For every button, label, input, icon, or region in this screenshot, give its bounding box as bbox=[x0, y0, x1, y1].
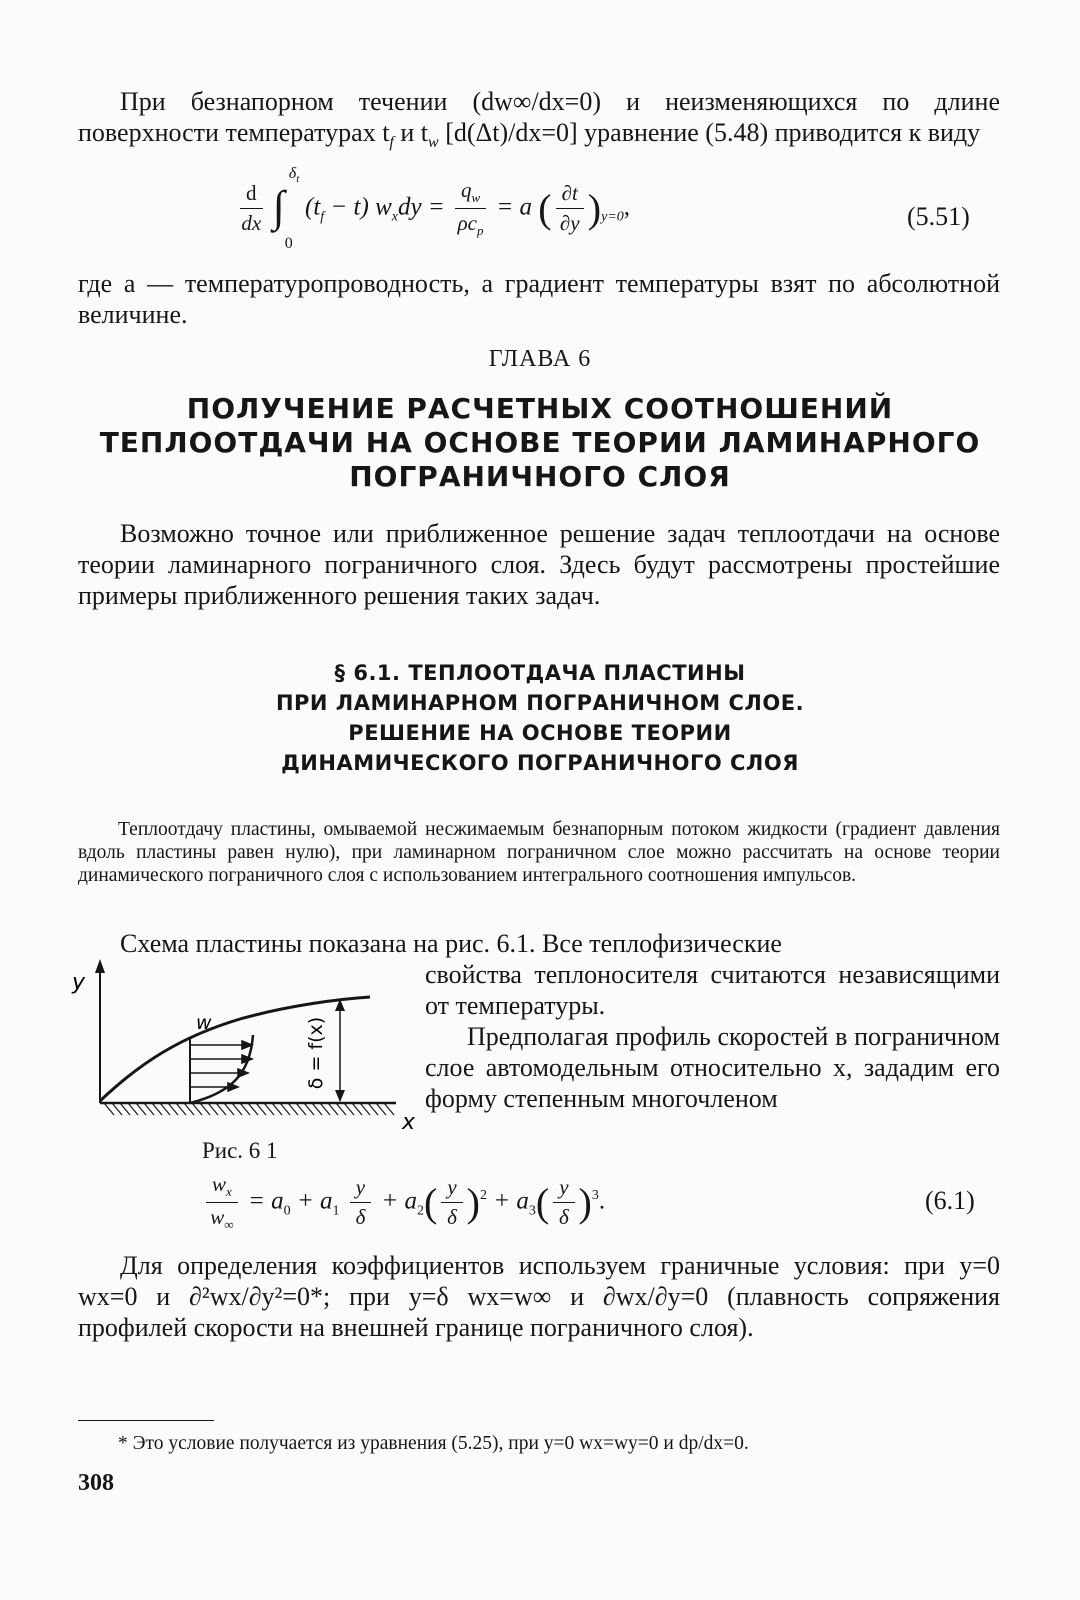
figure-6-1 bbox=[70, 955, 420, 1135]
integral-lower: 0 bbox=[284, 234, 293, 252]
after-equation-text: где a — температуропроводность, а градиент температуры взят по абсолютной величине. bbox=[78, 269, 1000, 329]
eq61-a2: + a bbox=[381, 1187, 417, 1215]
figure-caption: Рис. 6 1 bbox=[202, 1138, 278, 1163]
eq61-frac-3-num: y bbox=[553, 1175, 574, 1203]
eq61-lhs-num-sub: x bbox=[226, 1184, 232, 1200]
intro-text-1: При безнапорном течении (dw∞/dx=0) и неизменяющихся по длине поверхности температурах t bbox=[78, 87, 1000, 147]
footnote-rule bbox=[78, 1420, 214, 1421]
eq61-lhs-num: w bbox=[212, 1172, 227, 1196]
eq551-rhs-sub: y=0 bbox=[601, 209, 624, 225]
eq551-mid-num: q bbox=[460, 178, 472, 202]
eq61-frac-3 bbox=[553, 1175, 574, 1230]
eq61-frac-3-den: δ bbox=[558, 1205, 569, 1230]
intro-text-3: [d(Δt)/dx=0] уравнение (5.48) приводится к виду bbox=[438, 118, 981, 147]
eq61-a1: + a bbox=[290, 1187, 333, 1215]
integral-upper: δ bbox=[288, 164, 297, 182]
integral-sign: ∫ $\delta_t$ 0 bbox=[272, 164, 300, 252]
section-heading-line-4: ДИНАМИЧЕСКОГО ПОГРАНИЧНОГО СЛОЯ bbox=[281, 751, 799, 775]
eq61-lhs-den: w bbox=[210, 1205, 225, 1230]
integrand-2: − t) w bbox=[324, 193, 392, 221]
eq551-mid-fraction: $\frac{q_w}{\rho c_p}$ bbox=[455, 178, 486, 239]
eq61-power-2: 2 bbox=[479, 1188, 487, 1204]
figure-side-text-1: свойства теплоносителя считаются независящими от температуры. bbox=[425, 960, 1000, 1020]
y-axis-arrow bbox=[95, 959, 105, 973]
eq61-a3: + a bbox=[493, 1187, 529, 1215]
x-axis-label: x bbox=[402, 1110, 416, 1135]
chapter-intro bbox=[78, 518, 1000, 611]
velocity-arrows bbox=[190, 1041, 252, 1091]
eq551-rhs: = a bbox=[496, 193, 532, 221]
eq61-frac-1-num: y bbox=[350, 1175, 371, 1203]
eq61-lhs-den-sub: ∞ bbox=[224, 1217, 234, 1233]
boundary-conditions-text: Для определения коэффициентов используем граничные условия: при y=0 wx=0 и ∂²wx/∂y²=0*; при y=δ wx=w∞ и ∂wx/∂y=0 (плавность сопряжения профилей скорости на внешней границе пограничного слоя). bbox=[78, 1251, 1000, 1342]
delta-arrow-bottom bbox=[335, 1090, 345, 1102]
eq61-frac-2-num: y bbox=[441, 1175, 462, 1203]
eq61-frac-1 bbox=[350, 1175, 371, 1230]
eq551-lhs-den: dx bbox=[241, 211, 262, 236]
equation-number-5-51: (5.51) bbox=[907, 202, 970, 231]
footnote-text: * Это условие получается из уравнения (5.25), при y=0 wx=wy=0 и dp/dx=0. bbox=[118, 1433, 749, 1454]
eq551-rhs-den: ∂y bbox=[559, 211, 580, 236]
w-label: w bbox=[196, 1012, 212, 1034]
figure-side-text-2-content: Предполагая профиль скоростей в пограничном слое автомодельным относительно x, зададим его форму степенным многочленом bbox=[425, 1022, 1000, 1113]
eq61-frac-2 bbox=[441, 1175, 462, 1230]
eq61-frac-1-den: δ bbox=[355, 1205, 366, 1230]
section-heading-line-2: ПРИ ЛАМИНАРНОМ ПОГРАНИЧНОМ СЛОЕ. bbox=[275, 691, 805, 715]
eq551-lhs-fraction bbox=[240, 181, 263, 236]
intro-text-2: и t bbox=[393, 118, 429, 147]
delta-label: δ = f(x) bbox=[305, 1016, 327, 1090]
eq551-mid-den: ρc bbox=[457, 211, 477, 236]
y-axis-label: y bbox=[72, 970, 86, 995]
integral-upper-sub: t bbox=[296, 172, 300, 185]
integrand-1: (t bbox=[305, 193, 321, 221]
section-heading-line-3: РЕШЕНИЕ НА ОСНОВЕ ТЕОРИИ bbox=[348, 721, 732, 745]
eq551-rhs-num: ∂t bbox=[556, 181, 584, 209]
chapter-title: ПОЛУЧЕНИЕ РАСЧЕТНЫХ СООТНОШЕНИЙ ТЕПЛООТДАЧИ НА ОСНОВЕ ТЕОРИИ ЛАМИНАРНОГО ПОГРАНИЧНОГО СЛОЯ bbox=[99, 392, 981, 493]
eq61-a0: = a bbox=[248, 1187, 284, 1215]
figure-side-text-2 bbox=[425, 1021, 1000, 1114]
footnote bbox=[78, 1432, 1000, 1455]
intro-paragraph: При безнапорном течении (dw∞/dx=0) и неизменяющихся по длине поверхности температурах $t_f$ и $t_w$ [d(Δt)/dx=0] уравнение (5.48) приводится к виду bbox=[78, 87, 1000, 152]
boundary-conditions bbox=[78, 1250, 1000, 1343]
chapter-label: ГЛАВА 6 bbox=[488, 346, 592, 372]
section-abstract bbox=[78, 818, 1000, 887]
section-heading-line-1: § 6.1. ТЕПЛООТДАЧА ПЛАСТИНЫ bbox=[334, 661, 746, 685]
section-abstract-text: Теплоотдачу пластины, омываемой несжимаемым безнапорным потоком жидкости (градиент давления вдоль пластины равен нулю), при ламинарном пограничном слое можно рассчитать на основе теории динамического пограничного слоя с использованием интегрального соотношения импульсов. bbox=[78, 819, 1000, 886]
equation-5-51: $\frac{d}{dx}$ ∫ $\delta_t$ 0 $(t_f - t) w_xdy$ = $\frac{q_w}{\rho c_p}$ = a ( $\frac{\partial t}{\partial y}$ )$_{y=0}$, bbox=[241, 164, 631, 252]
eq61-lhs-fraction bbox=[206, 1172, 238, 1233]
eq551-lhs-num: d bbox=[240, 181, 263, 209]
section-heading bbox=[120, 658, 960, 778]
plate-hatching bbox=[104, 1103, 394, 1115]
eq61-frac-2-den: δ bbox=[447, 1205, 457, 1230]
scheme-line-text: Схема пластины показана на рис. 6.1. Все теплофизические bbox=[120, 929, 782, 958]
integrand-3: dy = bbox=[397, 193, 445, 221]
chapter-intro-text: Возможно точное или приближенное решение задач теплоотдачи на основе теории ламинарного пограничного слоя. Здесь будут рассмотрены простейшие примеры приближенного решения таких задач. bbox=[78, 519, 1000, 610]
page-number: 308 bbox=[78, 1470, 114, 1496]
equation-number-6-1: (6.1) bbox=[925, 1186, 975, 1215]
eq551-rhs-fraction bbox=[556, 181, 584, 236]
eq61-power-3: 3 bbox=[591, 1188, 599, 1204]
equation-6-1: $\frac{w_x}{w_\infty}$ = $a_0 + a_1$ $\frac{y}{\delta}$ + $a_2$( $\frac{y}{\delta}$ )$^2 + a_3$( $\frac{y}{\delta}$ )$^3$. bbox=[202, 1172, 882, 1234]
